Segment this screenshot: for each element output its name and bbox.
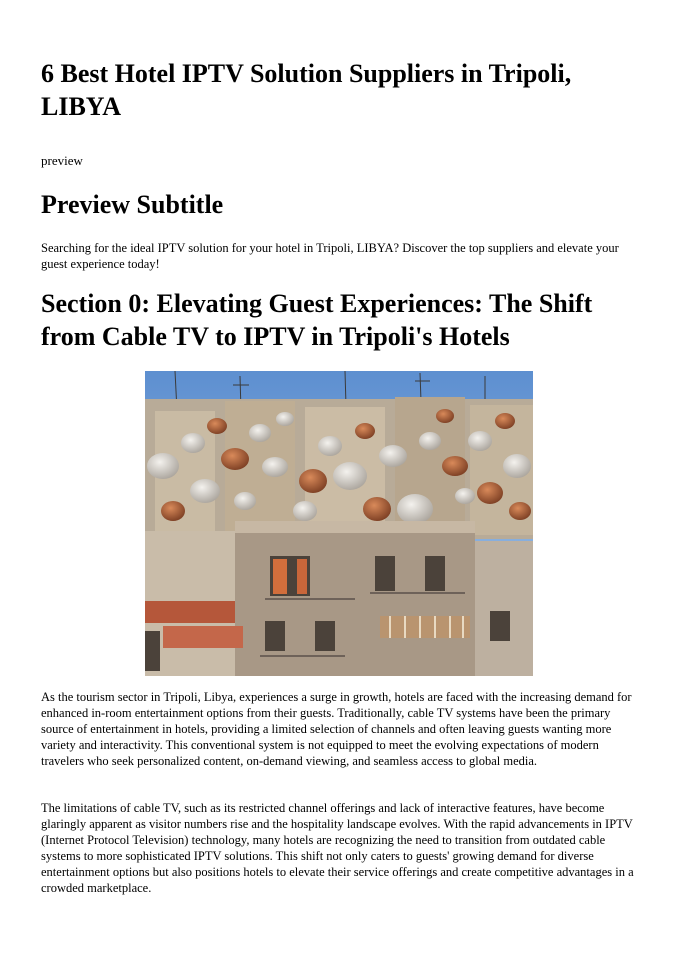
- intro-paragraph: Searching for the ideal IPTV solution for your hotel in Tripoli, LIBYA? Discover the top suppliers and elevate your guest experience today!: [41, 241, 619, 271]
- preview-label: preview: [41, 153, 83, 168]
- body-paragraph-1: As the tourism sector in Tripoli, Libya, experiences a surge in growth, hotels are faced with the increasing demand for enhanced in-room entertainment options from their guests. Traditionally, cable TV systems have been the primary source of entertainment in hotels, providing a limited selection of channels and often leaving guests wanting more variety and interactivity. This conventional system is not equipped to meet the evolving expectations of modern travelers who seek personalized content, on-demand viewing, and seamless access to global media.: [41, 690, 632, 768]
- section-heading: Section 0: Elevating Guest Experiences: The Shift from Cable TV to IPTV in Tripoli's Hotels: [41, 289, 593, 351]
- page-title: 6 Best Hotel IPTV Solution Suppliers in Tripoli, LIBYA: [41, 59, 572, 121]
- preview-subtitle: Preview Subtitle: [41, 190, 224, 219]
- rooftop-satellite-dishes-photo: [145, 371, 533, 676]
- body-paragraph-2: The limitations of cable TV, such as its restricted channel offerings and lack of interactive features, have become glaringly apparent as visitor numbers rise and the hospitality landscape evolves. With the rapid advancements in IPTV (Internet Protocol Television) technology, many hotels are recognizing the need to transition from outdated cable systems to more sophisticated IPTV solutions. This shift not only caters to guests' growing demand for diverse entertainment options but also positions hotels to elevate their service offerings and create competitive advantages in a crowded marketplace.: [41, 801, 634, 895]
